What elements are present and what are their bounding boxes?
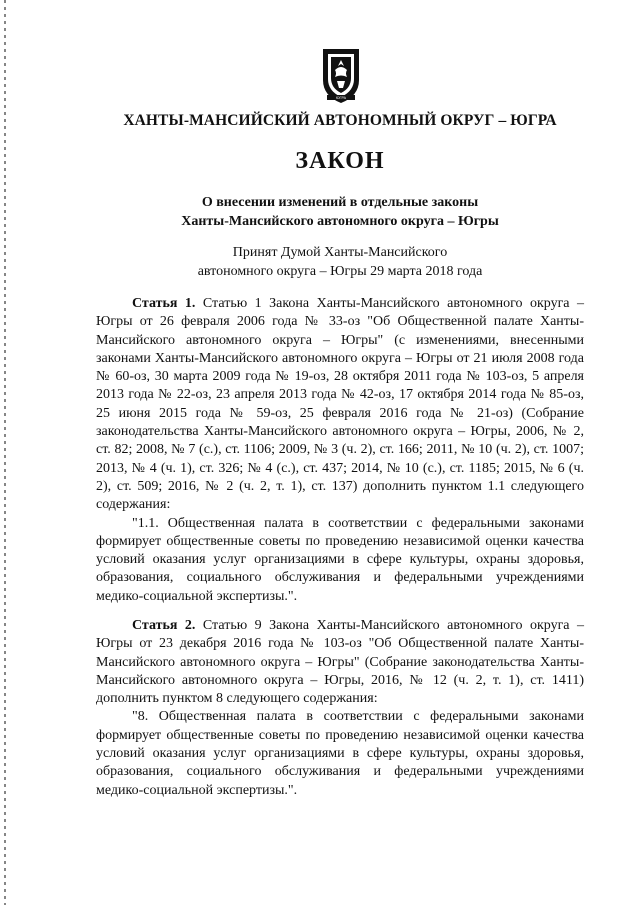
emblem-ribbon-text: ЮГРА [335, 96, 347, 101]
document-type-title: ЗАКОН [295, 148, 385, 174]
adoption-note-line-1: Принят Думой Ханты-Мансийского [232, 245, 448, 260]
article-2-text: Статью 9 Закона Ханты-Мансийского автономного округа – Югры от 23 декабря 2016 года № 103-оз "Об Общественной палате Ханты-Мансийского автономного округа – Югры" (Собрание законодательства Ханты-Мансийского автономного округа – Югры, 2016, № 12 (ч. 2, т. 1), ст. 1411) дополнить пунктом 8 следующего содержания: [96, 618, 584, 707]
article-1-paragraph [96, 295, 584, 515]
adoption-note [70, 243, 610, 281]
law-subject-line-2: Ханты-Мансийского автономного округа – Югры [181, 214, 499, 229]
article-1-quote: "1.1. Общественная палата в соответствии с федеральными законами формирует общественные советы по проведению независимой оценки качества условий оказания услуг организациями в сфере культуры, охраны здоровья, образования, социального обслуживания и федеральными учреждениями медико-социальной экспертизы.". [96, 515, 584, 604]
law-subject [70, 193, 610, 231]
law-subject-line-1: О внесении изменений в отдельные законы [201, 195, 479, 210]
article-1 [96, 295, 584, 606]
article-1-label: Статья 1. [132, 296, 196, 311]
article-2 [96, 617, 584, 800]
article-2-label: Статья 2. [132, 618, 196, 633]
okrug-title: ХАНТЫ-МАНСИЙСКИЙ АВТОНОМНЫЙ ОКРУГ – ЮГРА [123, 112, 557, 129]
coat-of-arms-icon [318, 46, 364, 106]
article-1-text: Статью 1 Закона Ханты-Мансийского автономного округа – Югры от 26 февраля 2006 года № 33-оз "Об Общественной палате Ханты-Мансийского автономного округа – Югры" (с изменениями, внесенными законами Ханты-Мансийского автономного округа – Югры от 21 июля 2008 года № 60-оз, 30 марта 2009 года № 19-оз, 28 октября 2011 года № 103-оз, 5 апреля 2013 года № 22-оз, 23 апреля 2013 года № 42-оз, 17 октября 2014 года № 85-оз, 25 июня 2015 года № 59-оз, 25 февраля 2016 года № 21-оз) (Собрание законодательства Ханты-Мансийского автономного округа – Югры, 2006, № 2, ст. 82; 2008, № 7 (с.), ст. 1106; 2009, № 3 (ч. 2), ст. 166; 2011, № 10 (ч. 2), ст. 1007; 2013, № 4 (ч. 1), ст. 326; № 4 (с.), ст. 437; 2014, № 10 (с.), ст. 1185; 2015, № 6 (ч. 2), ст. 509; 2016, № 2 (ч. 2, т. 1), ст. 137) дополнить пунктом 1.1 следующего содержания: [96, 296, 584, 513]
article-2-paragraph [96, 617, 584, 708]
scan-edge-artifact [4, 0, 6, 905]
adoption-note-line-2: автономного округа – Югры 29 марта 2018 года [197, 264, 483, 279]
article-2-quote: "8. Общественная палата в соответствии с федеральными законами формирует общественные советы по проведению независимой оценки качества условий оказания услуг организациями в сфере культуры, охраны здоровья, образования, социального обслуживания и федеральными учреждениями медико-социальной экспертизы.". [96, 709, 584, 798]
